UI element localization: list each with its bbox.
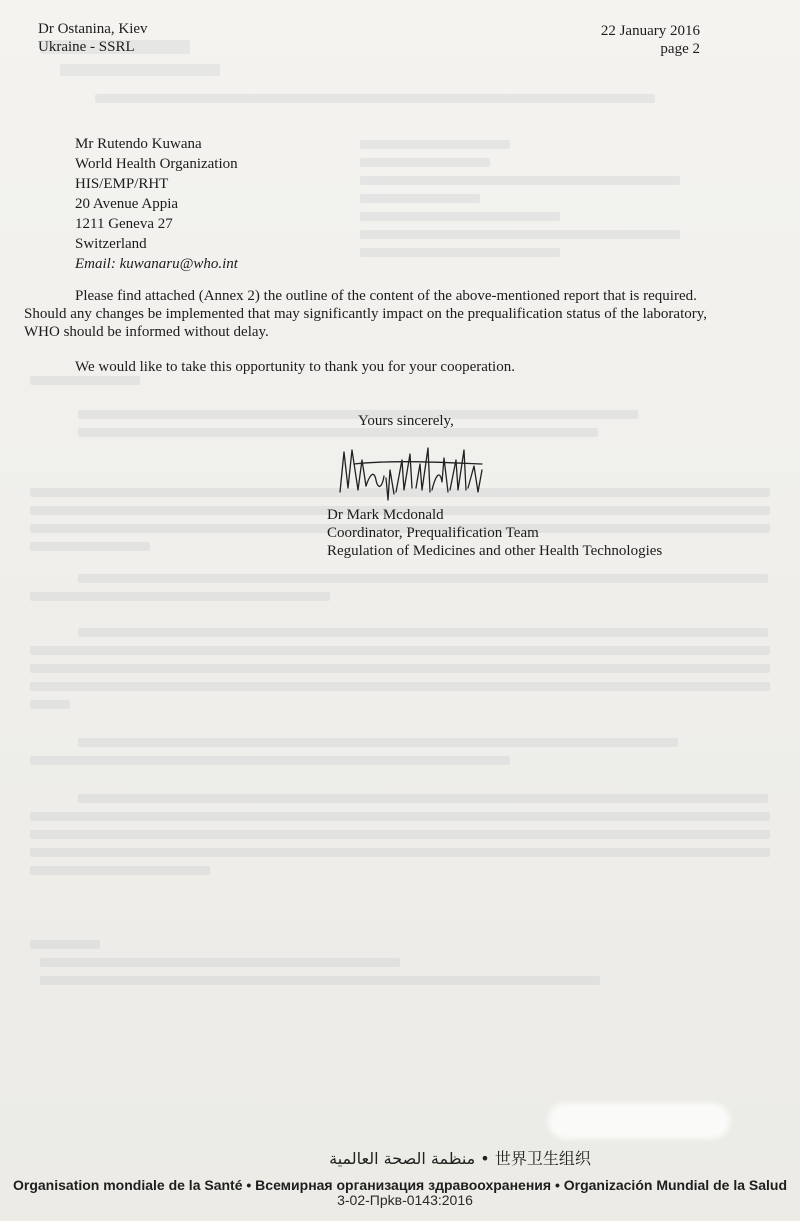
signer-unit: Regulation of Medicines and other Health Technologies [327,543,663,559]
recipient-street: 20 Avenue Appia [75,196,179,212]
recipient-department: HIS/EMP/RHT [75,176,169,192]
closing-salutation: Yours sincerely, [358,413,454,429]
sender-line-2: Ukraine - SSRL [38,39,135,55]
footer-org-names-intl: منظمة الصحة العالمية • 世界卫生组织 [329,1149,591,1168]
sender-line-1: Dr Ostanina, Kiev [38,21,148,37]
sender-block [38,20,148,56]
body-paragraph-2: We would like to take this opportunity to thank you for your cooperation. [75,359,515,375]
recipient-city: 1211 Geneva 27 [75,216,173,232]
footer-org-names: Organisation mondiale de la Santé • Всемирная организация здравоохранения • Organización Mundial de la Salud [13,1177,787,1193]
recipient-name: Mr Rutendo Kuwana [75,136,202,152]
handwritten-signature [332,430,492,510]
date-block [601,22,700,58]
page-number: page 2 [660,41,700,57]
letter-footer [0,1148,800,1208]
signer-name: Dr Mark Mcdonald [327,507,444,523]
recipient-email: Email: kuwanaru@who.int [75,256,238,272]
document-reference: 3-02-Прkв-0143:2016 [337,1192,473,1208]
recipient-country: Switzerland [75,236,147,252]
recipient-organization: World Health Organization [75,156,238,172]
signer-block [327,506,662,560]
body-paragraph-1: Please find attached (Annex 2) the outline of the content of the above-mentioned report that is required. Should any changes be implemented that may significantly impact on the prequalification status of the laboratory, WHO should be informed without delay. [24,288,708,340]
recipient-address [75,134,238,274]
signer-title: Coordinator, Prequalification Team [327,525,539,541]
correction-smudge [548,1103,730,1139]
letter-date: 22 January 2016 [600,23,700,39]
